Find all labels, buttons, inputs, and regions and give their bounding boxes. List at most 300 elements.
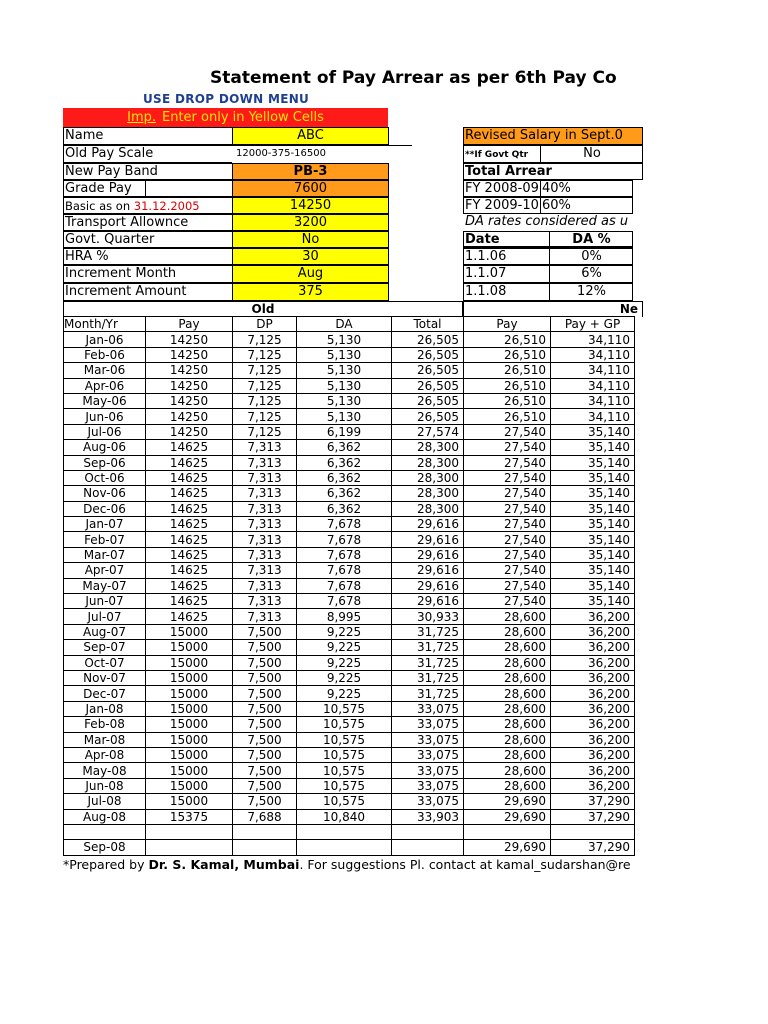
table-cell: 15000: [146, 794, 233, 809]
table-row: [64, 763, 635, 778]
table-cell: Jun-07: [64, 594, 146, 609]
table-cell: 15000: [146, 701, 233, 716]
table-cell: 7,125: [233, 378, 297, 393]
table-cell: 36,200: [551, 609, 635, 624]
if-govt-qtr-value: No: [540, 145, 643, 163]
table-cell: 7,313: [233, 517, 297, 532]
table-cell: 7,678: [297, 578, 392, 593]
table-cell: 14625: [146, 578, 233, 593]
table-cell: 7,125: [233, 347, 297, 362]
table-cell: Sep-08: [64, 840, 146, 855]
table-cell: 7,678: [297, 532, 392, 547]
hra-percent-input[interactable]: 30: [232, 248, 389, 265]
table-cell: 27,574: [392, 424, 464, 439]
table-cell: 27,540: [464, 532, 551, 547]
fy-label: FY 2009-10: [463, 197, 541, 214]
da-pct-header: DA %: [549, 231, 633, 248]
table-cell: 31,725: [392, 670, 464, 685]
table-row: [64, 501, 635, 516]
table-cell: 15000: [146, 732, 233, 747]
table-cell: [233, 840, 297, 855]
imp-text-b: Yellow Cells: [248, 110, 324, 125]
table-cell: Jan-08: [64, 701, 146, 716]
table-cell: 7,500: [233, 794, 297, 809]
table-cell: 14625: [146, 440, 233, 455]
table-cell: Jul-08: [64, 794, 146, 809]
table-cell: 7,125: [233, 332, 297, 347]
table-row: [64, 747, 635, 762]
table-cell: 9,225: [297, 640, 392, 655]
table-cell: 27,540: [464, 470, 551, 485]
table-cell: 7,678: [297, 563, 392, 578]
table-cell: 28,600: [464, 609, 551, 624]
table-cell: [233, 824, 297, 839]
table-row: [64, 670, 635, 685]
table-row: [64, 547, 635, 562]
column-header: Month/Yr: [64, 317, 146, 332]
table-cell: 28,600: [464, 701, 551, 716]
table-cell: 31,725: [392, 624, 464, 639]
table-cell: 36,200: [551, 717, 635, 732]
revised-salary-label: Revised Salary in Sept.0: [463, 127, 643, 145]
table-row: [64, 378, 635, 393]
table-cell: Aug-08: [64, 809, 146, 824]
table-cell: Apr-06: [64, 378, 146, 393]
table-row: [64, 563, 635, 578]
table-cell: 6,362: [297, 470, 392, 485]
table-cell: 36,200: [551, 701, 635, 716]
old-group-header: Old: [63, 301, 463, 317]
imp-text-a: Enter only in: [162, 110, 249, 125]
table-cell: 14625: [146, 532, 233, 547]
old-pay-scale-select[interactable]: 12000-375-16500: [232, 145, 412, 163]
table-cell: 14250: [146, 409, 233, 424]
table-cell: 15000: [146, 670, 233, 685]
footnote-prefix: *Prepared by: [63, 857, 149, 872]
table-row: [64, 532, 635, 547]
table-cell: [64, 824, 146, 839]
old-pay-scale-label: Old Pay Scale: [63, 145, 233, 163]
table-cell: Dec-07: [64, 686, 146, 701]
basic-as-on-text: Basic as on: [65, 199, 134, 213]
increment-month-select[interactable]: Aug: [232, 265, 389, 283]
hra-percent-label: HRA %: [63, 248, 233, 265]
imp-label: Imp.: [127, 110, 156, 125]
table-cell: May-07: [64, 578, 146, 593]
basic-as-on-date: 31.12.2005: [133, 199, 200, 213]
table-cell: 9,225: [297, 670, 392, 685]
new-pay-band-label: New Pay Band: [63, 163, 233, 180]
table-body: [64, 332, 635, 855]
table-row: [64, 578, 635, 593]
table-cell: 6,362: [297, 486, 392, 501]
basic-pay-input[interactable]: 14250: [232, 197, 389, 214]
table-cell: 5,130: [297, 363, 392, 378]
fy-value: 60%: [540, 197, 633, 214]
table-cell: 35,140: [551, 440, 635, 455]
table-cell: 35,140: [551, 563, 635, 578]
table-row: [64, 609, 635, 624]
table-cell: 36,200: [551, 624, 635, 639]
table-cell: 33,075: [392, 763, 464, 778]
table-cell: 28,600: [464, 763, 551, 778]
table-cell: 7,500: [233, 701, 297, 716]
new-group-header: Ne: [463, 301, 643, 317]
table-cell: Feb-06: [64, 347, 146, 362]
table-cell: 6,199: [297, 424, 392, 439]
table-cell: 26,505: [392, 347, 464, 362]
table-cell: 10,575: [297, 763, 392, 778]
table-cell: Jun-08: [64, 778, 146, 793]
table-row: [64, 809, 635, 824]
table-cell: 27,540: [464, 501, 551, 516]
name-input[interactable]: ABC: [232, 127, 389, 145]
table-cell: 28,300: [392, 501, 464, 516]
table-cell: 35,140: [551, 547, 635, 562]
table-cell: 27,540: [464, 455, 551, 470]
column-header: Total: [392, 317, 464, 332]
table-row: [64, 624, 635, 639]
table-cell: May-06: [64, 393, 146, 408]
transport-allowance-label: Transport Allownce: [63, 214, 233, 231]
table-row: [64, 486, 635, 501]
column-header: Pay: [146, 317, 233, 332]
table-row: [64, 686, 635, 701]
table-cell: 29,690: [464, 809, 551, 824]
table-cell: Mar-07: [64, 547, 146, 562]
table-cell: 14625: [146, 547, 233, 562]
table-cell: 28,600: [464, 686, 551, 701]
table-cell: 15000: [146, 686, 233, 701]
table-cell: Aug-06: [64, 440, 146, 455]
table-cell: 7,313: [233, 455, 297, 470]
table-cell: 29,690: [464, 794, 551, 809]
table-cell: [146, 840, 233, 855]
important-banner: [63, 108, 388, 127]
da-rate-date: 1.1.06: [463, 248, 550, 265]
table-cell: 35,140: [551, 532, 635, 547]
table-cell: 29,616: [392, 532, 464, 547]
table-cell: Apr-07: [64, 563, 146, 578]
da-rate-pct: 12%: [549, 283, 633, 301]
table-cell: Jan-07: [64, 517, 146, 532]
increment-amount-input[interactable]: 375: [232, 283, 389, 301]
table-cell: 29,616: [392, 517, 464, 532]
table-cell: 10,575: [297, 778, 392, 793]
table-row: [64, 347, 635, 362]
table-cell: 7,500: [233, 763, 297, 778]
table-row: [64, 717, 635, 732]
table-cell: 35,140: [551, 486, 635, 501]
table-cell: 15000: [146, 778, 233, 793]
table-cell: 28,600: [464, 778, 551, 793]
fy-label: FY 2008-09: [463, 180, 541, 197]
table-cell: 27,540: [464, 594, 551, 609]
table-cell: 7,500: [233, 778, 297, 793]
table-cell: 29,616: [392, 547, 464, 562]
table-cell: 28,300: [392, 440, 464, 455]
table-cell: 26,505: [392, 378, 464, 393]
total-arrear-label: Total Arrear: [463, 163, 643, 180]
table-cell: 7,313: [233, 563, 297, 578]
table-cell: 7,313: [233, 532, 297, 547]
table-cell: 14250: [146, 393, 233, 408]
table-cell: 7,678: [297, 517, 392, 532]
table-cell: 30,933: [392, 609, 464, 624]
table-cell: 10,575: [297, 794, 392, 809]
table-cell: 33,075: [392, 717, 464, 732]
table-cell: 28,600: [464, 640, 551, 655]
table-cell: 7,500: [233, 717, 297, 732]
table-cell: 7,313: [233, 609, 297, 624]
table-row: [64, 732, 635, 747]
table-row: [64, 424, 635, 439]
table-cell: 26,510: [464, 378, 551, 393]
table-cell: 9,225: [297, 624, 392, 639]
table-separator-row: [64, 824, 635, 839]
table-row: [64, 363, 635, 378]
table-cell: 7,313: [233, 594, 297, 609]
increment-amount-label: Increment Amount: [63, 283, 233, 301]
grade-pay-label: Grade Pay: [63, 180, 146, 197]
fy-value: 40%: [540, 180, 633, 197]
table-cell: 7,500: [233, 624, 297, 639]
table-cell: May-08: [64, 763, 146, 778]
footnote: [63, 857, 631, 872]
table-cell: 15000: [146, 717, 233, 732]
column-header: DA: [297, 317, 392, 332]
table-cell: 7,313: [233, 486, 297, 501]
table-cell: 34,110: [551, 347, 635, 362]
name-label: Name: [63, 127, 233, 145]
table-cell: Nov-06: [64, 486, 146, 501]
table-cell: 10,575: [297, 732, 392, 747]
table-cell: 7,500: [233, 655, 297, 670]
table-cell: Jun-06: [64, 409, 146, 424]
table-cell: 36,200: [551, 778, 635, 793]
column-header: DP: [233, 317, 297, 332]
table-cell: 7,688: [233, 809, 297, 824]
table-cell: 36,200: [551, 732, 635, 747]
table-cell: 7,500: [233, 732, 297, 747]
table-cell: 34,110: [551, 393, 635, 408]
table-cell: Feb-07: [64, 532, 146, 547]
table-cell: 14625: [146, 517, 233, 532]
table-cell: 7,313: [233, 470, 297, 485]
table-cell: Mar-08: [64, 732, 146, 747]
table-cell: 7,125: [233, 424, 297, 439]
table-cell: 15000: [146, 640, 233, 655]
table-cell: 28,600: [464, 747, 551, 762]
table-cell: Apr-08: [64, 747, 146, 762]
table-cell: 35,140: [551, 455, 635, 470]
table-cell: 6,362: [297, 501, 392, 516]
table-cell: 26,505: [392, 363, 464, 378]
table-cell: 31,725: [392, 655, 464, 670]
table-cell: 27,540: [464, 486, 551, 501]
table-cell: Nov-07: [64, 670, 146, 685]
table-cell: 27,540: [464, 578, 551, 593]
table-cell: Jul-07: [64, 609, 146, 624]
table-cell: 7,125: [233, 363, 297, 378]
if-govt-qtr-label: **If Govt Qtr: [463, 145, 541, 163]
table-cell: 7,500: [233, 747, 297, 762]
table-row: [64, 640, 635, 655]
table-cell: 7,125: [233, 393, 297, 408]
table-cell: 27,540: [464, 424, 551, 439]
table-cell: 5,130: [297, 332, 392, 347]
footnote-author: Dr. S. Kamal, Mumbai: [148, 857, 300, 872]
table-cell: Aug-07: [64, 624, 146, 639]
table-cell: 26,510: [464, 347, 551, 362]
table-cell: 29,616: [392, 594, 464, 609]
table-cell: 15000: [146, 763, 233, 778]
table-cell: 7,313: [233, 501, 297, 516]
table-cell: 26,505: [392, 332, 464, 347]
table-cell: 8,995: [297, 609, 392, 624]
table-cell: 34,110: [551, 378, 635, 393]
table-cell: 33,075: [392, 701, 464, 716]
page-title: Statement of Pay Arrear as per 6th Pay Co: [210, 68, 617, 88]
table-cell: 37,290: [551, 840, 635, 855]
table-cell: 27,540: [464, 547, 551, 562]
table-cell: 33,075: [392, 778, 464, 793]
table-cell: 29,616: [392, 563, 464, 578]
table-cell: 14625: [146, 609, 233, 624]
table-cell: 7,500: [233, 670, 297, 685]
basic-as-on-label: [63, 197, 233, 214]
table-cell: 26,510: [464, 393, 551, 408]
table-cell: [146, 824, 233, 839]
table-cell: 14250: [146, 424, 233, 439]
table-cell: 33,075: [392, 794, 464, 809]
table-cell: 28,600: [464, 670, 551, 685]
table-cell: 5,130: [297, 393, 392, 408]
table-row: [64, 778, 635, 793]
table-cell: 35,140: [551, 517, 635, 532]
column-header: Pay + GP: [551, 317, 635, 332]
table-cell: 26,510: [464, 363, 551, 378]
table-cell: 26,505: [392, 409, 464, 424]
table-cell: 14625: [146, 594, 233, 609]
table-cell: 15000: [146, 655, 233, 670]
table-cell: 10,840: [297, 809, 392, 824]
table-cell: Jul-06: [64, 424, 146, 439]
table-cell: 14250: [146, 363, 233, 378]
table-cell: 33,075: [392, 732, 464, 747]
table-cell: 14250: [146, 378, 233, 393]
table-cell: 34,110: [551, 409, 635, 424]
table-cell: 26,505: [392, 393, 464, 408]
table-cell: Mar-06: [64, 363, 146, 378]
table-row: [64, 470, 635, 485]
grade-pay-value[interactable]: 7600: [232, 180, 389, 197]
table-cell: 14625: [146, 486, 233, 501]
table-cell: 35,140: [551, 470, 635, 485]
table-cell: 36,200: [551, 640, 635, 655]
table-cell: 7,500: [233, 640, 297, 655]
table-cell: 35,140: [551, 578, 635, 593]
table-cell: 26,510: [464, 409, 551, 424]
table-cell: 27,540: [464, 517, 551, 532]
table-cell: Oct-07: [64, 655, 146, 670]
table-header-row: [64, 317, 635, 332]
table-cell: 14250: [146, 347, 233, 362]
table-cell: 5,130: [297, 378, 392, 393]
table-cell: 29,690: [464, 840, 551, 855]
table-cell: 7,313: [233, 547, 297, 562]
table-row: [64, 594, 635, 609]
table-cell: 14625: [146, 455, 233, 470]
transport-allowance-input[interactable]: 3200: [232, 214, 389, 231]
table-cell: 10,575: [297, 717, 392, 732]
da-rates-note: DA rates considered as u: [465, 214, 629, 229]
table-cell: 7,678: [297, 547, 392, 562]
table-row: [64, 517, 635, 532]
table-cell: 10,575: [297, 747, 392, 762]
table-cell: 6,362: [297, 455, 392, 470]
table-cell: 34,110: [551, 363, 635, 378]
table-cell: [464, 824, 551, 839]
table-cell: 28,600: [464, 624, 551, 639]
govt-quarter-select[interactable]: No: [232, 231, 389, 248]
table-cell: 36,200: [551, 763, 635, 778]
table-row: [64, 455, 635, 470]
table-cell: Sep-06: [64, 455, 146, 470]
da-rate-pct: 6%: [549, 265, 633, 283]
table-cell: 35,140: [551, 424, 635, 439]
table-cell: 28,300: [392, 455, 464, 470]
govt-quarter-label: Govt. Quarter: [63, 231, 233, 248]
table-cell: 7,313: [233, 578, 297, 593]
table-row: [64, 332, 635, 347]
table-cell: 5,130: [297, 347, 392, 362]
table-cell: 27,540: [464, 563, 551, 578]
table-cell: 35,140: [551, 501, 635, 516]
table-cell: [297, 840, 392, 855]
table-cell: 36,200: [551, 686, 635, 701]
da-rate-pct: 0%: [549, 248, 633, 265]
table-cell: 14625: [146, 470, 233, 485]
increment-month-label: Increment Month: [63, 265, 233, 283]
table-cell: 36,200: [551, 670, 635, 685]
table-cell: 28,300: [392, 486, 464, 501]
table-cell: 14625: [146, 501, 233, 516]
table-cell: 36,200: [551, 747, 635, 762]
table-row: [64, 655, 635, 670]
da-rate-date: 1.1.07: [463, 265, 550, 283]
table-cell: 7,678: [297, 594, 392, 609]
table-cell: Jan-06: [64, 332, 146, 347]
table-row: [64, 794, 635, 809]
da-date-header: Date: [463, 231, 550, 248]
table-cell: 26,510: [464, 332, 551, 347]
table-cell: [392, 824, 464, 839]
table-cell: 31,725: [392, 686, 464, 701]
table-cell: 29,616: [392, 578, 464, 593]
table-cell: 7,313: [233, 440, 297, 455]
table-cell: 35,140: [551, 594, 635, 609]
table-cell: 28,600: [464, 732, 551, 747]
table-cell: 28,600: [464, 717, 551, 732]
column-header: Pay: [464, 317, 551, 332]
da-rate-date: 1.1.08: [463, 283, 550, 301]
table-row: [64, 409, 635, 424]
table-cell: 36,200: [551, 655, 635, 670]
table-cell: 7,500: [233, 686, 297, 701]
table-cell: 37,290: [551, 794, 635, 809]
new-pay-band-select[interactable]: PB-3: [232, 163, 389, 180]
